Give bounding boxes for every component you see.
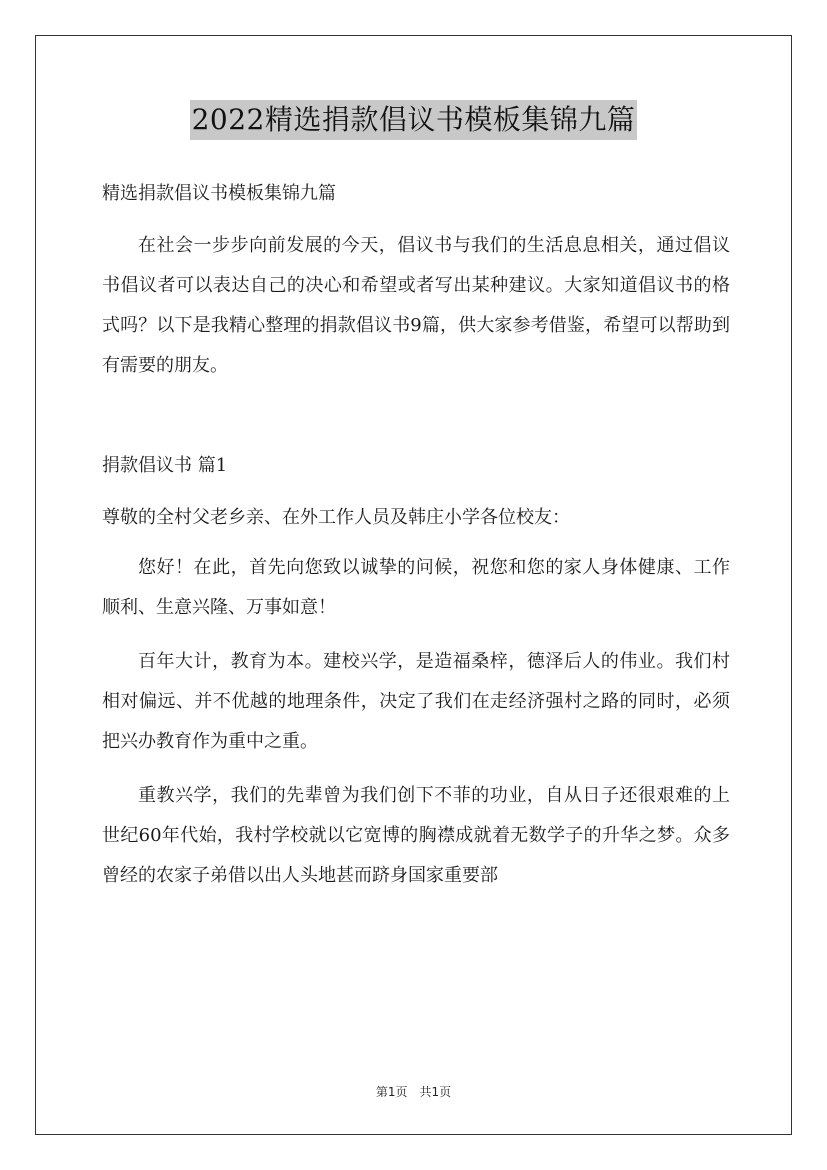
page-footer xyxy=(0,1084,827,1100)
page-total: 共1页 xyxy=(419,1085,452,1099)
section-heading: 捐款倡议书 篇1 xyxy=(102,455,228,476)
title-container xyxy=(0,100,827,140)
document-body xyxy=(102,174,730,896)
body-paragraph-1: 您好！在此，首先向您致以诚挚的问候，祝您和您的家人身体健康、工作顺利、生意兴隆、万事如意！ xyxy=(102,557,730,618)
body-paragraph-3: 重教兴学，我们的先辈曾为我们创下不菲的功业，自从日子还很艰难的上世纪60年代始，我村学校就以它宽博的胸襟成就着无数学子的升华之梦。众多曾经的农家子弟借以出人头地甚而跻身国家重要部 xyxy=(102,785,730,886)
document-subtitle: 精选捐款倡议书模板集锦九篇 xyxy=(102,183,336,204)
intro-paragraph: 在社会一步步向前发展的今天，倡议书与我们的生活息息相关，通过倡议书倡议者可以表达自己的决心和希望或者写出某种建议。大家知道倡议书的格式吗？以下是我精心整理的捐款倡议书9篇，供大家参考借鉴，希望可以帮助到有需要的朋友。 xyxy=(102,235,730,376)
salutation: 尊敬的全村父老乡亲、在外工作人员及韩庄小学各位校友： xyxy=(102,507,570,528)
body-paragraph-2: 百年大计，教育为本。建校兴学，是造福桑梓，德泽后人的伟业。我们村相对偏远、并不优越的地理条件，决定了我们在走经济强村之路的同时，必须把兴办教育作为重中之重。 xyxy=(102,651,730,752)
page-number: 第1页 xyxy=(375,1085,408,1099)
document-title: 2022精选捐款倡议书模板集锦九篇 xyxy=(190,100,638,140)
